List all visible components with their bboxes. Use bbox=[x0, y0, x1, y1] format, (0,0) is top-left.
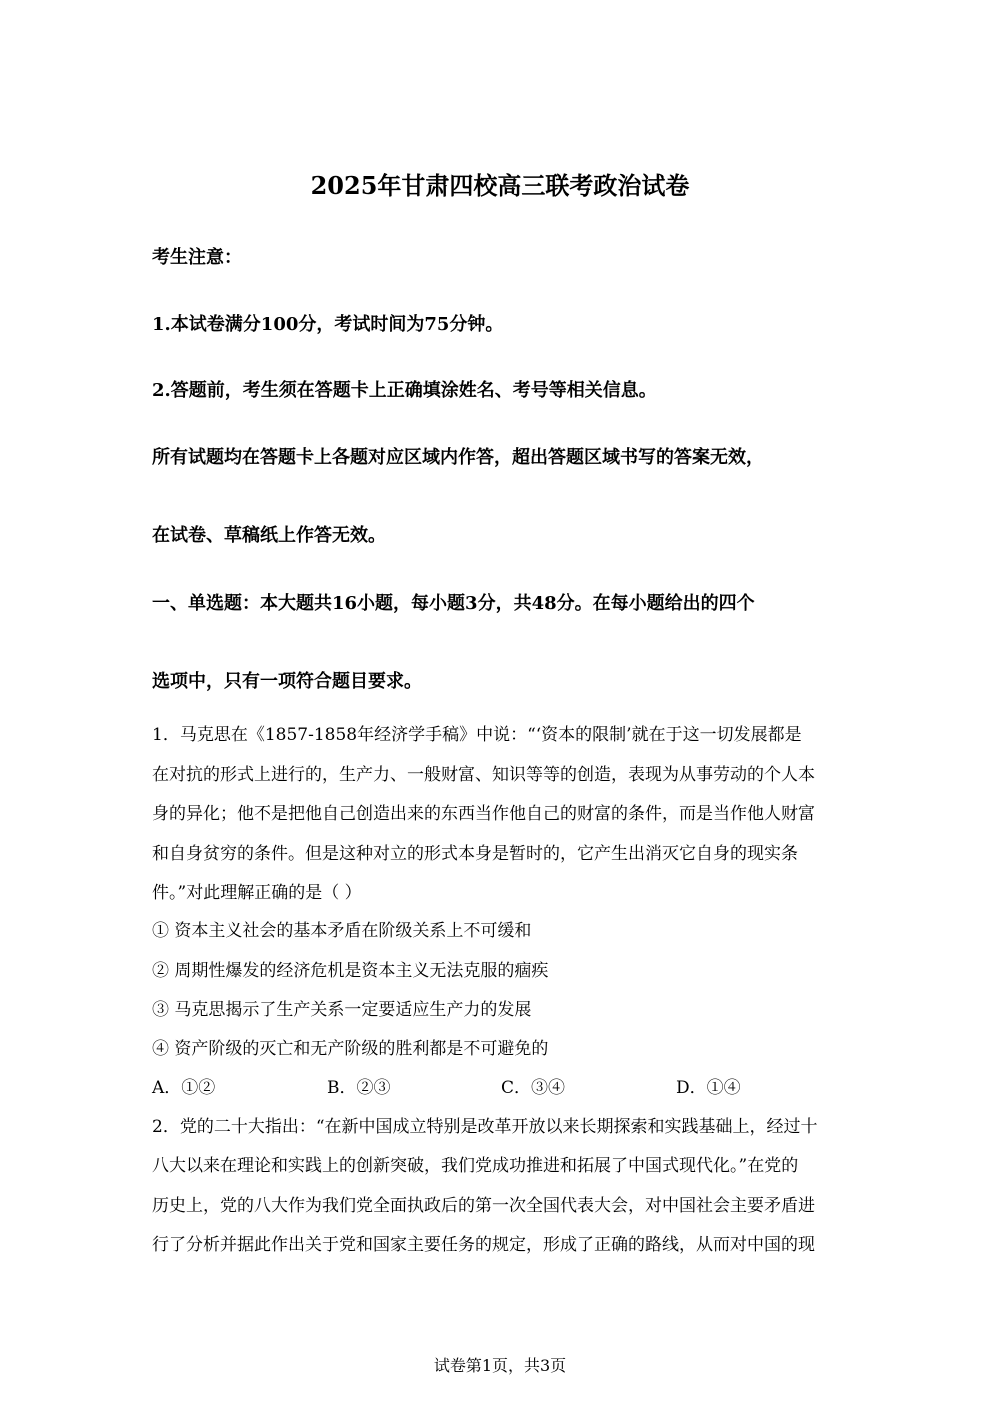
question-1-option-c: C．③④ bbox=[501, 1078, 566, 1098]
question-1-stem-line: 1．马克思在《1857-1858年经济学手稿》中说：“‘资本的限制’就在于这一切发展都是 bbox=[152, 725, 802, 745]
notice-item-3-line-1: 所有试题均在答题卡上各题对应区域内作答，超出答题区域书写的答案无效， bbox=[152, 447, 764, 468]
question-1-stem-line: 身的异化；他不是把他自己创造出来的东西当作他自己的财富的条件，而是当作他人财富 bbox=[152, 804, 815, 824]
question-1-option-d: D．①④ bbox=[676, 1078, 741, 1098]
notice-item-2: 2.答题前，考生须在答题卡上正确填涂姓名、考号等相关信息。 bbox=[152, 380, 657, 401]
page-title: 2025年甘肃四校高三联考政治试卷 bbox=[310, 171, 690, 200]
question-1-statement-3: ③ 马克思揭示了生产关系一定要适应生产力的发展 bbox=[152, 1000, 532, 1020]
question-1-statement-1: ① 资本主义社会的基本矛盾在阶级关系上不可缓和 bbox=[152, 921, 532, 941]
question-1-option-a: A．①② bbox=[152, 1078, 216, 1098]
section-heading-line-2: 选项中，只有一项符合题目要求。 bbox=[152, 671, 422, 692]
question-2-stem-line: 行了分析并据此作出关于党和国家主要任务的规定，形成了正确的路线，从而对中国的现 bbox=[152, 1235, 815, 1255]
question-1-stem-line: 件。”对此理解正确的是（ ） bbox=[152, 883, 362, 903]
notice-heading: 考生注意： bbox=[152, 247, 242, 268]
question-2-stem-line: 2．党的二十大指出：“在新中国成立特别是改革开放以来长期探索和实践基础上，经过十 bbox=[152, 1117, 818, 1137]
page-footer: 试卷第1页，共3页 bbox=[433, 1356, 567, 1375]
notice-item-3-line-2: 在试卷、草稿纸上作答无效。 bbox=[152, 525, 386, 546]
question-2-stem-line: 八大以来在理论和实践上的创新突破，我们党成功推进和拓展了中国式现代化。”在党的 bbox=[152, 1156, 799, 1176]
question-2-stem-line: 历史上，党的八大作为我们党全面执政后的第一次全国代表大会，对中国社会主要矛盾进 bbox=[152, 1196, 815, 1216]
section-heading-line-1: 一、单选题：本大题共16小题，每小题3分，共48分。在每小题给出的四个 bbox=[152, 593, 755, 614]
question-1-stem-line: 在对抗的形式上进行的，生产力、一般财富、知识等等的创造，表现为从事劳动的个人本 bbox=[152, 765, 815, 785]
question-1-statement-4: ④ 资产阶级的灭亡和无产阶级的胜利都是不可避免的 bbox=[152, 1039, 549, 1059]
notice-item-1: 1.本试卷满分100分，考试时间为75分钟。 bbox=[152, 314, 504, 335]
question-1-stem-line: 和自身贫穷的条件。但是这种对立的形式本身是暂时的，它产生出消灭它自身的现实条 bbox=[152, 844, 798, 864]
question-1-option-b: B．②③ bbox=[327, 1078, 391, 1098]
question-1-statement-2: ② 周期性爆发的经济危机是资本主义无法克服的痼疾 bbox=[152, 961, 549, 981]
